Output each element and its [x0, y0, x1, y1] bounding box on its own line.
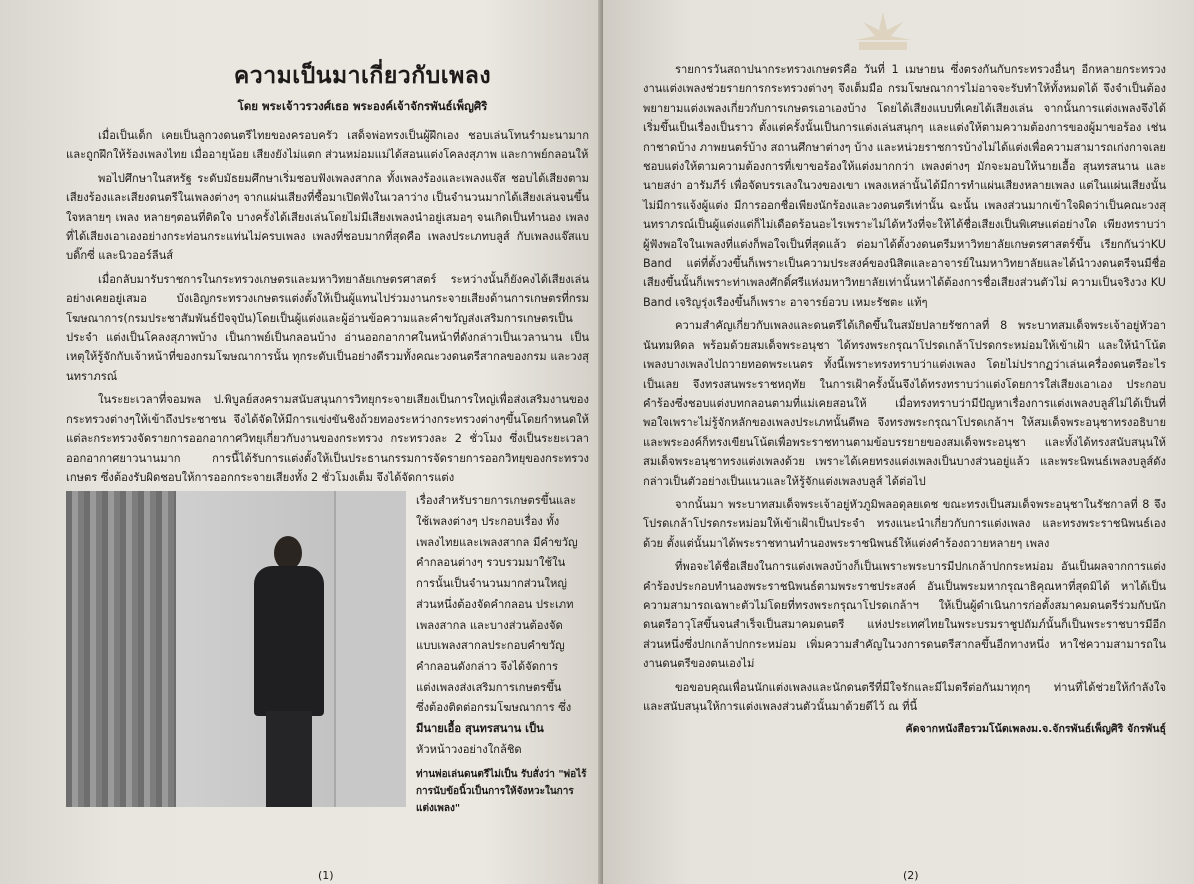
watermark-logo-icon — [853, 10, 913, 56]
side-line: การนั้นเป็นจำนวนมากส่วนใหญ่ — [416, 577, 567, 591]
left-paragraph-2: พอไปศึกษาในสหรัฐ ระดับมัธยมศึกษาเริ่มชอบฟังเพลงสากล ทั้งเพลงร้องและเพลงแจ๊ส ชอบได้เสียงตามเสียงร้องและเสียงดนตรีในเพลงต่างๆ จากแผ่นเสียงที่ซื้อมาเปิดฟังในเวลาว่าง เป็นจำนวนมากได้เสียงเล่นจนขึ้นใจหลายๆ เพลง หลายๆตอนที่ติดใจ บางครั้งได้เสียงเล่นโดยไม่มีเสียงเพลงนำอยู่เสมอๆ จนเกิดเป็นทำนอง เพลงที่ได้เสียงเอาเองอย่างกระท่อนกระแท่นไม่ครบเพลง เพลงที่ชอบมากที่สุดคือ เพลงประเภทบลูส์ กับเพลงแจ๊สแบบดิ๊กซี่ และนิวออร์ลีนส์ — [66, 171, 589, 263]
side-line: คำกลอนต่างๆ รวบรวมมาใช้ใน — [416, 556, 566, 570]
wall-panel — [334, 491, 406, 807]
right-paragraph-3: จากนั้นมา พระบาทสมเด็จพระเจ้าอยู่หัวภูมิพลอดุลยเดช ขณะทรงเป็นสมเด็จพระอนุชาในรัชกาลที่ 8 จึงโปรดเกล้าโปรดกระหม่อมให้เข้าเฝ้าเป็นประจำ ทรงแนะนำเกี่ยวกับการแต่งเพลง และทรงพระราชนิพนธ์เองด้วย ตั้งแต่นั้นมาได้พระราชทานทำนองพระราชนิพนธ์ให้แต่งคำร้องถวายหลายๆ เพลง — [643, 497, 1166, 550]
photo-side-text — [416, 491, 589, 817]
photo-section — [66, 491, 589, 817]
left-paragraph-3: เมื่อกลับมารับราชการในกระทรวงเกษตรและมหาวิทยาลัยเกษตรศาสตร์ ระหว่างนั้นก็ยังคงได้เสียงเล่นอย่างเคยอยู่เสมอ บังเอิญกระทรวงเกษตรแต่งตั้งให้เป็นผู้แทนไปร่วมงานกระจายเสียงด้านการเกษตรที่กรมโฆษณาการ(กรมประชาสัมพันธ์ปัจจุบัน)โดยเป็นผู้แต่งและผู้อ่านข้อความและคำขวัญส่งเสริมการเกษตรเป็นประจำ แต่งเป็นโคลงสุภาพบ้าง เป็นกาพย์เป็นกลอนบ้าง อ่านออกอากาศในหน้าที่ดังกล่าวเป็นเวลานาน เป็นเหตุให้รู้จักกับเจ้าหน้าที่ของกรมโฆษณาการนั้น ทุกระดับเป็นอย่างดีรวมทั้งคณะวงดนตรีสากลของกรม และวงสุนทราภรณ์ — [66, 272, 589, 383]
side-line: ใช้เพลงต่างๆ ประกอบเรื่อง ทั้ง — [416, 515, 560, 529]
side-line: หัวหน้าวงอย่างใกล้ชิด — [416, 742, 522, 756]
side-line: แต่งเพลงส่งเสริมการเกษตรขึ้น — [416, 680, 562, 694]
side-line: คำกลอนดังกล่าว จึงได้จัดการ — [416, 659, 559, 673]
left-paragraph-4: ในระยะเวลาที่จอมพล ป.พิบูลย์สงครามสนับสนุนการวิทยุกระจายเสียงเป็นการใหญ่เพื่อส่งเสริมงานของกระทรวงต่างๆให้เข้าถึงประชาชน จึงได้จัดให้มีการแข่งขันชิงถ้วยทองระหว่างกระทรวงต่างๆขึ้นโดยกำหนดให้แต่ละกระทรวงจัดรายการออกอากาศวิทยุเกี่ยวกับงานของกระทรวง กระทรวงละ 2 ชั่วโมง ซึ่งเป็นระยะเวลาออกอากาศยาวนานมาก การนี้ได้รับการแต่งตั้งให้เป็นประธานกรรมการจัดรายการออกวิทยุของกระทรวงเกษตร ซึ่งต้องรับผิดชอบให้การออกกระจายเสียงทั้ง 2 ชั่วโมงเต็ม จึงได้จัดการแต่ง — [66, 393, 589, 484]
man-in-suit-figure — [254, 536, 324, 807]
source-credit: คัดจากหนังสือรวมโน้ตเพลงม.จ.จักรพันธ์เพ็ญศิริ จักรพันธุ์ — [905, 723, 1166, 736]
byline: โดย พระเจ้าวรวงศ์เธอ พระองค์เจ้าจักรพันธ์เพ็ญศิริ — [237, 99, 488, 113]
side-line: ซึ่งต้องติดต่อกรมโฆษณาการ ซึ่ง — [416, 701, 572, 715]
page-title: ความเป็นมาเกี่ยวกับเพลง — [233, 63, 492, 89]
right-paragraph-1: รายการวันสถาปนากระทรวงเกษตรคือ วันที่ 1 เมษายน ซึ่งตรงกันกับกระทรวงอื่นๆ อีกหลายกระทรวง งานแต่งเพลงช่วยรายการกระทรวงต่างๆ จึงเต็มมือ กรมโฆษณาการไม่อาจจะรับทำให้ทั้งหมดได้ จึงจำเป็นต้องพยายามแต่งเพลงเกี่ยวกับการเกษตรเอาเองบ้าง โดยได้เสียงแบบที่เคยได้เสียงเล่น จากนั้นการแต่งเพลงจึงได้เริ่มขึ้นเป็นเรื่องเป็นราว ตั้งแต่ครั้งนั้นเป็นการแต่งเล่นสนุกๆ และแต่งให้ตามความต้องการของผู้มาขอร้อง เช่น กาชาดบ้าง ภาพยนตร์บ้าง สถานศึกษาต่างๆ บ้าง และหน่วยราชการบ้างไม่ได้แต่งเพื่อความสามารถเก่งกาจเลย ชอบแต่งให้ตามความต้องการที่เขาขอร้องให้แต่งมากกว่า เพลงต่างๆ มักจะมอบให้นายเอื้อ สุนทรสนาน และนายสง่า อารัมภีร์ เพื่อจัดบรรเลงในวงของเขา เพลงเหล่านั้นได้มีการทำแผ่นเสียงหลายเพลง แต่ในแผ่นเสียงนั้นไม่มีการแจ้งผู้แต่ง มีการออกชื่อเพียงนักร้องและวงดนตรีเท่านั้น ฉะนั้น เพลงส่วนมากเข้าใจผิดว่าเป็นคณะวงสุนทราภรณ์เป็นผู้แต่งแต่ก็ไม่เดือดร้อนอะไรเพราะไม่ได้หวังที่จะให้ได้ชื่อเสียงเป็นพิเศษแต่อย่างใด เพียงทราบว่าผู้ฟังพอใจในเพลงที่แต่งก็พอใจเป็นที่สุดแล้ว ต่อมาได้ตั้งวงดนตรีมหาวิทยาลัยเกษตรศาสตร์ขึ้น เรียกกันว่าKU Band แต่ที่ตั้งวงขึ้นก็เพราะเป็นความประสงค์ของนิสิตและอาจารย์ในมหาวิทยาลัยและได้นำวงดนตรีจนมีชื่อเสียงขึ้นนั้นก็เพราะท่าเพลงศักดิ์ศรีแห่งมหาวิทยาลัยเท่านั้นหาได้ต้องการชื่อเสียงส่วนตัวไม่ ความเป็นจริงวง KU Band เจริญรุ่งเรืองขึ้นก็เพราะ อาจารย์อวบ เหมะรัชตะ แท้ๆ — [643, 63, 1166, 309]
photo-caption: ท่านพ่อเล่นดนตรีไม่เป็น รับสั่งว่า "พ่อไร้การนับข้อนิ้วเป็นการให้จังหวะในการแต่งเพลง" — [416, 769, 587, 815]
side-line: เพลงสากล และบางส่วนต้องจัด — [416, 618, 563, 632]
portrait-photo — [66, 491, 406, 807]
right-paragraph-5: ขอขอบคุณเพื่อนนักแต่งเพลงและนักดนตรีที่มีใจรักและมีไมตรีต่อกันมาทุกๆ ท่านที่ได้ช่วยให้กำลังใจและสนับสนุนให้การแต่งเพลงส่วนตัวนั้นมาด้วยดีไว้ ณ ที่นี้ — [643, 680, 1166, 713]
side-line: เรื่องสำหรับรายการเกษตรขึ้นและ — [416, 494, 577, 508]
side-line: มีนายเอื้อ สุนทรสนาน เป็น — [416, 722, 544, 736]
right-page — [603, 0, 1194, 884]
right-paragraph-4: ที่พอจะได้ชื่อเสียงในการแต่งเพลงบ้างก็เป็นเพราะพระบารมีปกเกล้าปกกระหม่อม อันเป็นผลจากการแต่งคำร้องประกอบทำนองพระราชนิพนธ์ตามพระราชประสงค์ อันเป็นพระมหากรุณาธิคุณหาที่สุดมิได้ หาได้เป็นความสามารถเฉพาะตัวไม่โดยที่ทรงพระกรุณาโปรดเกล้าฯ ให้เป็นผู้ดำเนินการก่อตั้งสมาคมดนตรีร่วมกับนักดนตรีอาวุโสขึ้นจนสำเร็จเป็นสมาคมดนตรี แห่งประเทศไทยในพระบรมราชูปถัมภ์นั้นก็เป็นพระราชบารมีอีกส่วนหนึ่งซึ่งปกเกล้าปกกระหม่อม เพิ่มความสำคัญในวงการดนตรีสากลขึ้นอีกทางหนึ่ง หาใช่ความสามารถในงานดนตรีของตนเองไม่ — [643, 560, 1166, 671]
right-paragraph-2: ความสำคัญเกี่ยวกับเพลงและดนตรีได้เกิดขึ้นในสมัยปลายรัชกาลที่ 8 พระบาทสมเด็จพระเจ้าอยู่หัวอานันทมหิดล พร้อมด้วยสมเด็จพระอนุชา ได้ทรงพระกรุณาโปรดเกล้าโปรดกระหม่อมให้เข้าเฝ้า และให้นำโน้ตเพลงบางเพลงไปถวายทอดพระเนตร ทั้งนี้เพราะทรงทราบว่าแต่งเพลง โดยไม่ปรากฏว่าเล่นเครื่องดนตรีอะไรเป็นเลย จึงทรงสนพระราชหฤทัย ในการเฝ้าครั้งนั้นจึงได้ทรงทราบว่าแต่งโดยการใส่เสียงเอาเอง ประกอบคำร้องซึ่งชอบแต่งบทกลอนตามที่แม่เคยสอนให้ เมื่อทรงทราบว่ามีปัญหาเรื่องการแต่งเพลงบลูส์ไม่ได้เป็นที่พอใจเพราะไม่รู้จักหลักของเพลงประเภทนั้นดีพอ จึงทรงพระกรุณาโปรดเกล้าฯ ให้สมเด็จพระอนุชาทรงอธิบาย และพระองค์ก็ทรงเขียนโน้ตเพื่อพระราชทานตามข้อบรรยายของสมเด็จพระอนุชา และทั้งได้ทรงสนับสนุนให้สมเด็จพระอนุชาทรงแต่งเพลงด้วย เพราะได้เคยทรงแต่งเพลงเป็นบางส่วนอยู่แล้ว และพระนิพนธ์เพลงบลูส์ดังกล่าวเป็นตัวอย่างเป็นแนวและให้รู้จักแต่งเพลงบลูส์ ได้ต่อไป — [643, 319, 1166, 488]
curtain — [66, 491, 176, 807]
side-line: เพลงไทยและเพลงสากล มีคำขวัญ — [416, 535, 578, 549]
side-line: ส่วนหนึ่งต้องจัดคำกลอน ประเภท — [416, 597, 574, 611]
page-number: (1) — [318, 869, 334, 882]
page-number: (2) — [903, 869, 919, 882]
side-line: แบบเพลงสากลประกอบคำขวัญ — [416, 639, 565, 653]
left-paragraph-1: เมื่อเป็นเด็ก เคยเป็นลูกวงดนตรีไทยของครอบครัว เสด็จพ่อทรงเป็นผู้ฝึกเอง ชอบเล่นโทนรำมะนามากและถูกฝึกให้ร้องเพลงไทย เมื่ออายุน้อย เสียงยังไม่แตก ส่วนหม่อมแม่ได้สอนแต่งโคลงสุภาพ และกาพย์กลอนให้ — [66, 129, 589, 162]
